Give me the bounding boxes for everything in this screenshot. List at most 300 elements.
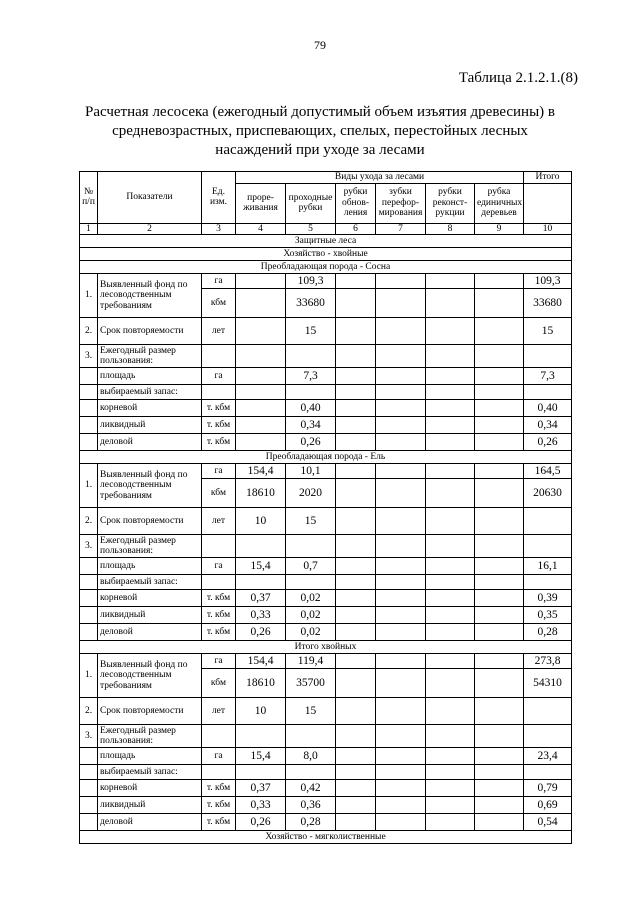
empty-cell — [524, 535, 572, 558]
value-cell: 15,4 — [236, 748, 286, 765]
table-row — [80, 725, 572, 748]
empty-cell — [202, 765, 236, 780]
value-cell — [236, 289, 286, 318]
value-cell: 0,37 — [236, 780, 286, 797]
row-label: площадь — [98, 748, 202, 765]
row-number: 2. — [80, 508, 98, 535]
empty-cell — [426, 698, 475, 725]
empty-cell — [524, 345, 572, 368]
empty-cell — [475, 508, 524, 535]
total-cell: 33680 — [524, 289, 572, 318]
empty-cell — [336, 575, 376, 590]
empty-cell — [80, 814, 98, 831]
row-label: Ежегодный размер пользования: — [98, 725, 202, 748]
empty-cell — [475, 797, 524, 814]
empty-cell — [475, 590, 524, 607]
value-cell: 2020 — [286, 479, 336, 508]
empty-cell — [80, 607, 98, 624]
empty-cell — [286, 765, 336, 780]
empty-cell — [426, 558, 475, 575]
value-cell: 0,36 — [286, 797, 336, 814]
empty-cell — [426, 669, 475, 698]
empty-cell — [426, 345, 475, 368]
empty-cell — [426, 289, 475, 318]
row-label: деловой — [98, 624, 202, 641]
value-cell: 0,26 — [236, 624, 286, 641]
row-label: Выявленный фонд по лесоводственным требованиям — [98, 464, 202, 508]
table-row — [80, 765, 572, 780]
empty-cell — [376, 575, 426, 590]
empty-cell — [426, 318, 475, 345]
empty-cell — [336, 698, 376, 725]
unit-cell: кбм — [202, 289, 236, 318]
empty-cell — [80, 748, 98, 765]
value-cell: 18610 — [236, 669, 286, 698]
empty-cell — [475, 274, 524, 289]
value-cell: 109,3 — [286, 274, 336, 289]
empty-cell — [475, 748, 524, 765]
empty-cell — [286, 725, 336, 748]
empty-cell — [336, 780, 376, 797]
empty-cell — [475, 780, 524, 797]
header-type-4: зубки перефор-мирования — [376, 183, 426, 223]
empty-cell — [475, 654, 524, 669]
row-label: ликвидный — [98, 797, 202, 814]
empty-cell — [475, 289, 524, 318]
unit-cell: т. кбм — [202, 797, 236, 814]
document-title — [70, 103, 570, 160]
empty-cell — [336, 669, 376, 698]
total-cell — [524, 508, 572, 535]
table-row — [80, 698, 572, 725]
total-cell: 15 — [524, 318, 572, 345]
total-cell: 0,34 — [524, 417, 572, 434]
empty-cell — [426, 508, 475, 535]
total-cell: 0,28 — [524, 624, 572, 641]
section-row — [80, 248, 572, 261]
empty-cell — [376, 765, 426, 780]
col-number: 6 — [336, 223, 376, 235]
unit-cell: га — [202, 464, 236, 479]
empty-cell — [80, 558, 98, 575]
unit-cell: га — [202, 748, 236, 765]
row-label: корневой — [98, 780, 202, 797]
empty-cell — [426, 797, 475, 814]
unit-cell: т. кбм — [202, 434, 236, 451]
section-row — [80, 831, 572, 844]
empty-cell — [475, 345, 524, 368]
header-unit: Ед. изм. — [202, 172, 236, 224]
table-row — [80, 417, 572, 434]
header-type-6: рубка единичных деревьев — [475, 183, 524, 223]
value-cell: 0,42 — [286, 780, 336, 797]
unit-cell: т. кбм — [202, 624, 236, 641]
row-number: 2. — [80, 698, 98, 725]
value-cell: 0,26 — [236, 814, 286, 831]
value-cell: 8,0 — [286, 748, 336, 765]
value-cell: 0,34 — [286, 417, 336, 434]
header-care-types: Виды ухода за лесами — [236, 172, 524, 184]
section-row — [80, 641, 572, 654]
row-label: Выявленный фонд по лесоводственным требованиям — [98, 274, 202, 318]
empty-cell — [336, 508, 376, 535]
value-cell: 0,02 — [286, 624, 336, 641]
table-row — [80, 780, 572, 797]
row-number: 3. — [80, 345, 98, 368]
table-row — [80, 814, 572, 831]
value-cell: 154,4 — [236, 654, 286, 669]
header-total-empty — [524, 183, 572, 223]
total-cell: 273,8 — [524, 654, 572, 669]
row-number: 3. — [80, 725, 98, 748]
empty-cell — [376, 814, 426, 831]
value-cell — [236, 368, 286, 385]
empty-cell — [236, 345, 286, 368]
value-cell: 0,02 — [286, 607, 336, 624]
row-label: Ежегодный размер пользования: — [98, 345, 202, 368]
empty-cell — [376, 590, 426, 607]
empty-cell — [426, 590, 475, 607]
unit-cell: лет — [202, 508, 236, 535]
col-number: 4 — [236, 223, 286, 235]
title-line-2: средневозрастных, приспевающих, спелых, перестойных лесных — [112, 123, 528, 139]
empty-cell — [475, 725, 524, 748]
empty-cell — [376, 368, 426, 385]
row-label: деловой — [98, 434, 202, 451]
empty-cell — [376, 385, 426, 400]
empty-cell — [336, 590, 376, 607]
empty-cell — [336, 535, 376, 558]
header-type-3: рубки обнов-ления — [336, 183, 376, 223]
col-number: 10 — [524, 223, 572, 235]
empty-cell — [524, 575, 572, 590]
row-label: площадь — [98, 368, 202, 385]
row-label: корневой — [98, 590, 202, 607]
empty-cell — [426, 434, 475, 451]
empty-cell — [475, 318, 524, 345]
col-number: 9 — [475, 223, 524, 235]
value-cell: 154,4 — [236, 464, 286, 479]
empty-cell — [475, 669, 524, 698]
table-row — [80, 368, 572, 385]
value-cell: 35700 — [286, 669, 336, 698]
empty-cell — [336, 464, 376, 479]
empty-cell — [286, 575, 336, 590]
empty-cell — [376, 508, 426, 535]
unit-cell: т. кбм — [202, 400, 236, 417]
empty-cell — [376, 289, 426, 318]
page-number: 79 — [314, 38, 326, 52]
empty-cell — [376, 797, 426, 814]
empty-cell — [202, 535, 236, 558]
empty-cell — [475, 814, 524, 831]
empty-cell — [376, 698, 426, 725]
total-cell: 0,79 — [524, 780, 572, 797]
unit-cell: лет — [202, 318, 236, 345]
empty-cell — [80, 575, 98, 590]
empty-cell — [426, 274, 475, 289]
empty-cell — [426, 535, 475, 558]
empty-cell — [376, 654, 426, 669]
total-cell: 0,40 — [524, 400, 572, 417]
empty-cell — [202, 345, 236, 368]
total-cell: 0,54 — [524, 814, 572, 831]
col-number: 5 — [286, 223, 336, 235]
total-cell: 16,1 — [524, 558, 572, 575]
table-row — [80, 434, 572, 451]
empty-cell — [376, 780, 426, 797]
header-type-1: проре-живания — [236, 183, 286, 223]
column-numbers-row — [80, 223, 572, 235]
unit-cell: лет — [202, 698, 236, 725]
empty-cell — [336, 479, 376, 508]
empty-cell — [336, 624, 376, 641]
row-number: 1. — [80, 274, 98, 318]
empty-cell — [80, 780, 98, 797]
header-type-2: проходные рубки — [286, 183, 336, 223]
row-label: Срок повторяемости — [98, 508, 202, 535]
empty-cell — [376, 464, 426, 479]
value-cell: 0,40 — [286, 400, 336, 417]
section-coniferous: Хозяйство - хвойные — [80, 248, 572, 261]
section-pine: Преобладающая порода - Сосна — [80, 261, 572, 274]
value-cell: 119,4 — [286, 654, 336, 669]
unit-cell: га — [202, 558, 236, 575]
empty-cell — [80, 368, 98, 385]
section-protective: Защитные леса — [80, 235, 572, 248]
empty-cell — [336, 765, 376, 780]
empty-cell — [336, 797, 376, 814]
empty-cell — [286, 345, 336, 368]
empty-cell — [80, 624, 98, 641]
total-cell: 0,35 — [524, 607, 572, 624]
total-cell: 109,3 — [524, 274, 572, 289]
empty-cell — [236, 535, 286, 558]
value-cell: 0,02 — [286, 590, 336, 607]
empty-cell — [336, 289, 376, 318]
empty-cell — [80, 765, 98, 780]
total-cell: 164,5 — [524, 464, 572, 479]
empty-cell — [426, 368, 475, 385]
empty-cell — [426, 814, 475, 831]
table-row — [80, 607, 572, 624]
table-row — [80, 385, 572, 400]
empty-cell — [426, 417, 475, 434]
empty-cell — [426, 624, 475, 641]
empty-cell — [376, 417, 426, 434]
empty-cell — [376, 479, 426, 508]
unit-cell: т. кбм — [202, 780, 236, 797]
empty-cell — [336, 748, 376, 765]
empty-cell — [202, 575, 236, 590]
unit-cell: га — [202, 274, 236, 289]
empty-cell — [376, 274, 426, 289]
table-row — [80, 400, 572, 417]
empty-cell — [236, 385, 286, 400]
total-cell: 0,69 — [524, 797, 572, 814]
value-cell: 18610 — [236, 479, 286, 508]
title-line-1: Расчетная лесосека (ежегодный допустимый объем изъятия древесины) в — [85, 104, 555, 120]
section-row — [80, 451, 572, 464]
empty-cell — [336, 318, 376, 345]
value-cell: 10 — [236, 508, 286, 535]
unit-cell: т. кбм — [202, 590, 236, 607]
empty-cell — [80, 434, 98, 451]
row-label: ликвидный — [98, 417, 202, 434]
empty-cell — [336, 345, 376, 368]
empty-cell — [286, 535, 336, 558]
empty-cell — [336, 274, 376, 289]
empty-cell — [376, 535, 426, 558]
empty-cell — [524, 765, 572, 780]
value-cell: 0,26 — [286, 434, 336, 451]
empty-cell — [236, 765, 286, 780]
empty-cell — [336, 400, 376, 417]
value-cell: 15,4 — [236, 558, 286, 575]
felling-table — [79, 171, 572, 844]
empty-cell — [336, 385, 376, 400]
table-row — [80, 508, 572, 535]
col-number: 3 — [202, 223, 236, 235]
empty-cell — [202, 385, 236, 400]
row-label: ликвидный — [98, 607, 202, 624]
col-number: 2 — [98, 223, 202, 235]
table-label: Таблица 2.1.2.1.(8) — [458, 70, 578, 86]
header-num: № п/п — [80, 172, 98, 224]
unit-cell: т. кбм — [202, 417, 236, 434]
empty-cell — [475, 434, 524, 451]
empty-cell — [426, 385, 475, 400]
table-row — [80, 748, 572, 765]
value-cell — [236, 434, 286, 451]
table-row — [80, 318, 572, 345]
value-cell: 15 — [286, 318, 336, 345]
total-cell: 20630 — [524, 479, 572, 508]
empty-cell — [336, 654, 376, 669]
empty-cell — [80, 590, 98, 607]
value-cell: 10,1 — [286, 464, 336, 479]
empty-cell — [376, 748, 426, 765]
header-type-5: рубки реконст-рукции — [426, 183, 475, 223]
empty-cell — [376, 725, 426, 748]
empty-cell — [202, 725, 236, 748]
row-label: корневой — [98, 400, 202, 417]
col-number: 1 — [80, 223, 98, 235]
empty-cell — [336, 417, 376, 434]
row-label: Выявленный фонд по лесоводственным требованиям — [98, 654, 202, 698]
title-line-3: насаждений при уходе за лесами — [215, 142, 425, 158]
empty-cell — [524, 385, 572, 400]
empty-cell — [336, 368, 376, 385]
empty-cell — [80, 400, 98, 417]
empty-cell — [80, 797, 98, 814]
empty-cell — [426, 607, 475, 624]
empty-cell — [236, 725, 286, 748]
row-label: Срок повторяемости — [98, 318, 202, 345]
section-softwood: Хозяйство - мягколиственные — [80, 831, 572, 844]
value-cell: 7,3 — [286, 368, 336, 385]
empty-cell — [475, 385, 524, 400]
empty-cell — [426, 479, 475, 508]
empty-cell — [475, 558, 524, 575]
empty-cell — [475, 464, 524, 479]
row-number: 1. — [80, 654, 98, 698]
total-cell: 7,3 — [524, 368, 572, 385]
empty-cell — [475, 368, 524, 385]
total-cell: 54310 — [524, 669, 572, 698]
empty-cell — [426, 748, 475, 765]
unit-cell: га — [202, 368, 236, 385]
empty-cell — [376, 558, 426, 575]
header-row-1 — [80, 172, 572, 184]
header-indicator: Показатели — [98, 172, 202, 224]
value-cell: 0,33 — [236, 797, 286, 814]
section-total-coniferous: Итого хвойных — [80, 641, 572, 654]
value-cell — [236, 318, 286, 345]
empty-cell — [475, 624, 524, 641]
empty-cell — [426, 575, 475, 590]
unit-cell: кбм — [202, 669, 236, 698]
table-row — [80, 654, 572, 669]
row-number: 2. — [80, 318, 98, 345]
table-row — [80, 464, 572, 479]
table-row — [80, 575, 572, 590]
header-total: Итого — [524, 172, 572, 184]
table-row — [80, 274, 572, 289]
row-label: выбираемый запас: — [98, 575, 202, 590]
section-row — [80, 235, 572, 248]
table-row — [80, 535, 572, 558]
col-number: 7 — [376, 223, 426, 235]
value-cell: 10 — [236, 698, 286, 725]
row-label: выбираемый запас: — [98, 765, 202, 780]
row-label: Срок повторяемости — [98, 698, 202, 725]
value-cell — [236, 417, 286, 434]
empty-cell — [336, 434, 376, 451]
empty-cell — [376, 624, 426, 641]
unit-cell: т. кбм — [202, 607, 236, 624]
table-row — [80, 590, 572, 607]
total-cell: 0,26 — [524, 434, 572, 451]
empty-cell — [475, 400, 524, 417]
total-cell: 0,39 — [524, 590, 572, 607]
row-label: деловой — [98, 814, 202, 831]
value-cell: 15 — [286, 508, 336, 535]
col-number: 8 — [426, 223, 475, 235]
unit-cell: т. кбм — [202, 814, 236, 831]
unit-cell: кбм — [202, 479, 236, 508]
empty-cell — [475, 535, 524, 558]
section-row — [80, 261, 572, 274]
empty-cell — [475, 765, 524, 780]
row-label: выбираемый запас: — [98, 385, 202, 400]
value-cell: 15 — [286, 698, 336, 725]
empty-cell — [426, 765, 475, 780]
empty-cell — [80, 385, 98, 400]
empty-cell — [236, 575, 286, 590]
empty-cell — [376, 669, 426, 698]
empty-cell — [376, 318, 426, 345]
empty-cell — [475, 575, 524, 590]
value-cell — [236, 400, 286, 417]
empty-cell — [336, 814, 376, 831]
section-spruce: Преобладающая порода - Ель — [80, 451, 572, 464]
total-cell: 23,4 — [524, 748, 572, 765]
table-row — [80, 624, 572, 641]
empty-cell — [475, 607, 524, 624]
row-number: 3. — [80, 535, 98, 558]
value-cell: 33680 — [286, 289, 336, 318]
